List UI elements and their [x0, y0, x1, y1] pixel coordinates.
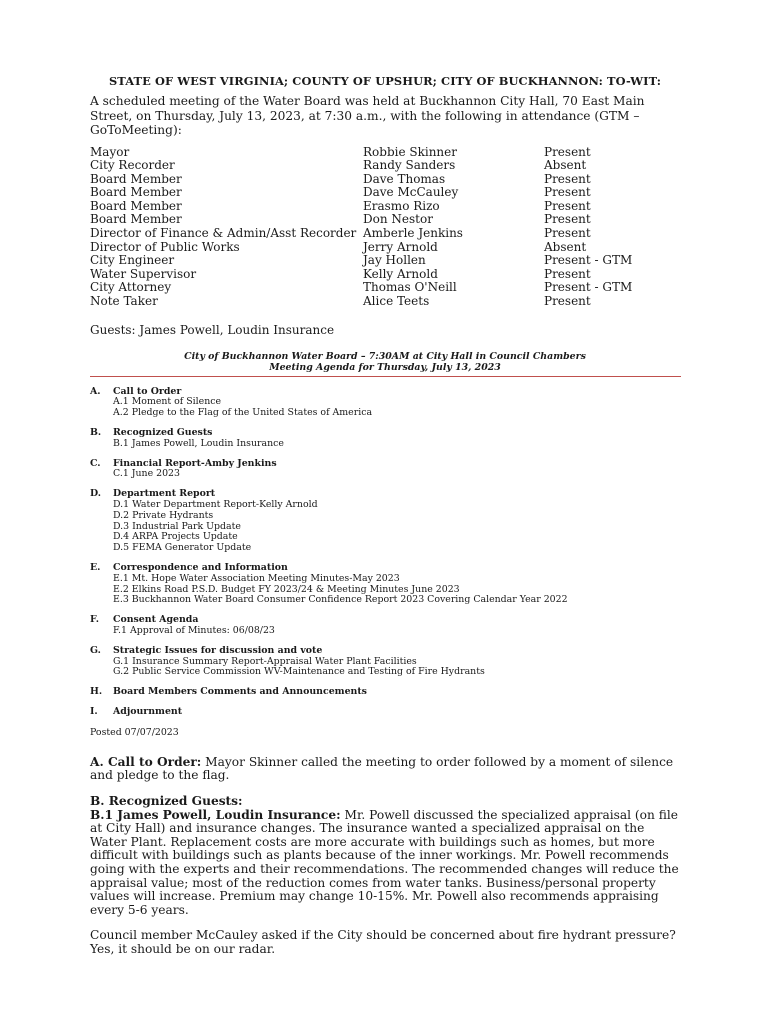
- attendance-title: Note Taker: [90, 294, 158, 309]
- meeting-intro: A scheduled meeting of the Water Board was held at Buckhannon City Hall, 70 East Main Street, on Thursday, July 13, 2023, at 7:30 a.m., with the following in attendance (GTM – GoToMeeting):: [90, 94, 645, 137]
- attendance-title: Water Supervisor: [90, 266, 197, 281]
- agenda-section: [90, 687, 680, 698]
- attendance-name: Randy Sanders: [363, 158, 456, 173]
- agenda-section-letter: C.: [90, 457, 101, 469]
- agenda-section: [90, 428, 680, 450]
- document-heading: STATE OF WEST VIRGINIA; COUNTY OF UPSHUR; CITY OF BUCKHANNON: TO-WIT:: [108, 74, 662, 88]
- recognized-guests-heading: B. Recognized Guests:: [90, 793, 243, 808]
- minutes-mccauley-question: Council member McCauley asked if the City should be concerned about fire hydrant pressure? Yes, it should be on our radar.: [90, 928, 676, 956]
- agenda-section-letter: G.: [90, 644, 101, 656]
- attendance-name: Thomas O'Neill: [363, 280, 457, 295]
- agenda-section-letter: D.: [90, 488, 102, 500]
- attendance-status: Present - GTM: [544, 280, 633, 295]
- attendance-status: Present - GTM: [544, 253, 633, 268]
- agenda-section-letter: H.: [90, 686, 103, 698]
- attendance-name: Amberle Jenkins: [363, 226, 463, 241]
- guest-item-text: Mr. Powell discussed the specialized appraisal (on file at City Hall) and insurance changes. The insurance wanted a specialized appraisal on the Water Plant. Replacement costs are more accurate with buildings such as homes, but more difficult with buildings such as plants because of the inner workings. Mr. Powell recommends going with the experts and their recommendations. The recommended changes will reduce the appraisal value; most of the reduction comes from water tanks. Business/personal property values will increase. Premium may change 10-15%. Mr. Powell also recommends appraising every 5-6 years.: [90, 807, 679, 917]
- attendance-title: Director of Finance & Admin/Asst Recorder: [90, 226, 357, 241]
- attendance-title: City Engineer: [90, 253, 175, 268]
- agenda-section-title: Call to Order: [113, 385, 182, 397]
- attendance-title: Board Member: [90, 185, 182, 200]
- agenda-item: A.2 Pledge to the Flag of the United States of America: [113, 407, 373, 419]
- agenda-item: A.1 Moment of Silence: [113, 396, 222, 408]
- attendance-name: Alice Teets: [363, 294, 430, 309]
- agenda-section: [90, 615, 680, 637]
- agenda-item: G.2 Public Service Commission WV-Maintenance and Testing of Fire Hydrants: [113, 666, 485, 678]
- agenda-section-title: Adjournment: [113, 705, 183, 717]
- attendance-status: Absent: [544, 239, 587, 254]
- agenda-section-title: Recognized Guests: [113, 427, 213, 439]
- agenda-section: [90, 459, 680, 481]
- attendance-name: Erasmo Rizo: [363, 198, 440, 213]
- agenda-section: [90, 387, 680, 419]
- agenda-title-line2: Meeting Agenda for Thursday, July 13, 2023: [269, 361, 501, 373]
- call-to-order-text: Mayor Skinner called the meeting to order followed by a moment of silence and pledge to the flag.: [90, 754, 674, 783]
- agenda-section-title: Department Report: [113, 488, 216, 500]
- agenda-sections: [90, 387, 680, 718]
- agenda-item: B.1 James Powell, Loudin Insurance: [113, 437, 284, 449]
- guests-line: Guests: James Powell, Loudin Insurance: [90, 322, 335, 337]
- agenda-item: E.3 Buckhannon Water Board Consumer Confidence Report 2023 Covering Calendar Year 2022: [113, 594, 568, 606]
- agenda-section: [90, 646, 680, 678]
- attendance-status: Present: [544, 144, 591, 159]
- agenda-item: E.2 Elkins Road P.S.D. Budget FY 2023/24 & Meeting Minutes June 2023: [113, 583, 460, 595]
- agenda-item: G.1 Insurance Summary Report-Appraisal Water Plant Facilities: [113, 655, 417, 667]
- agenda-section-letter: I.: [90, 705, 98, 717]
- agenda-item: D.4 ARPA Projects Update: [113, 531, 238, 543]
- attendance-title: Board Member: [90, 198, 182, 213]
- attendance-status: Present: [544, 266, 591, 281]
- attendance-status: Present: [544, 226, 591, 241]
- agenda-item: F.1 Approval of Minutes: 06/08/23: [113, 624, 275, 636]
- guest-item-label: B.1 James Powell, Loudin Insurance:: [90, 807, 341, 822]
- attendance-name: Jay Hollen: [363, 253, 426, 268]
- agenda-section: [90, 563, 680, 606]
- agenda-item: E.1 Mt. Hope Water Association Meeting Minutes-May 2023: [113, 572, 400, 584]
- agenda-item: D.1 Water Department Report-Kelly Arnold: [113, 499, 318, 510]
- agenda-section-heading: [90, 646, 680, 657]
- agenda-section-letter: B.: [90, 427, 102, 439]
- agenda-section-title: Board Members Comments and Announcements: [113, 686, 367, 698]
- agenda-section-letter: F.: [90, 614, 99, 626]
- agenda-divider: [90, 376, 681, 377]
- attendance-list: [90, 146, 680, 309]
- minutes-recognized-guests: [90, 795, 680, 917]
- attendance-name: Jerry Arnold: [363, 239, 438, 254]
- call-to-order-label: A. Call to Order:: [90, 754, 202, 769]
- agenda-section-letter: A.: [90, 385, 101, 397]
- attendance-title: City Attorney: [90, 280, 172, 295]
- agenda-title-line1: City of Buckhannon Water Board – 7:30AM at City Hall in Council Chambers: [184, 350, 586, 362]
- agenda-section-title: Strategic Issues for discussion and vote: [113, 644, 323, 656]
- agenda-item: D.5 FEMA Generator Update: [113, 542, 252, 554]
- attendance-title: Board Member: [90, 171, 182, 186]
- attendance-status: Present: [544, 212, 591, 227]
- agenda-item: D.2 Private Hydrants: [113, 509, 214, 521]
- attendance-status: Present: [544, 185, 591, 200]
- agenda-section-title: Correspondence and Information: [113, 561, 288, 573]
- attendance-title: Mayor: [90, 144, 130, 159]
- agenda-section-title: Financial Report-Amby Jenkins: [113, 457, 277, 469]
- posted-date: Posted 07/07/2023: [90, 726, 179, 738]
- agenda-section: [90, 489, 680, 554]
- attendance-status: Present: [544, 171, 591, 186]
- agenda-item: C.1 June 2023: [113, 468, 180, 480]
- agenda-section-heading: [90, 707, 680, 718]
- agenda-section-title: Consent Agenda: [113, 614, 199, 626]
- agenda-section-letter: E.: [90, 561, 101, 573]
- attendance-name: Dave Thomas: [363, 171, 446, 186]
- agenda-section-heading: [90, 687, 680, 698]
- agenda-item: D.3 Industrial Park Update: [113, 520, 241, 532]
- attendance-name: Kelly Arnold: [363, 266, 438, 281]
- attendance-name: Dave McCauley: [363, 185, 459, 200]
- minutes-call-to-order: [90, 756, 680, 783]
- attendance-status: Present: [544, 294, 591, 309]
- attendance-name: Don Nestor: [363, 212, 433, 227]
- attendance-title: Director of Public Works: [90, 239, 240, 254]
- attendance-status: Present: [544, 198, 591, 213]
- attendance-status: Absent: [544, 158, 587, 173]
- attendance-name: Robbie Skinner: [363, 144, 458, 159]
- agenda-section: [90, 707, 680, 718]
- attendance-title: City Recorder: [90, 158, 175, 173]
- attendance-title: Board Member: [90, 212, 182, 227]
